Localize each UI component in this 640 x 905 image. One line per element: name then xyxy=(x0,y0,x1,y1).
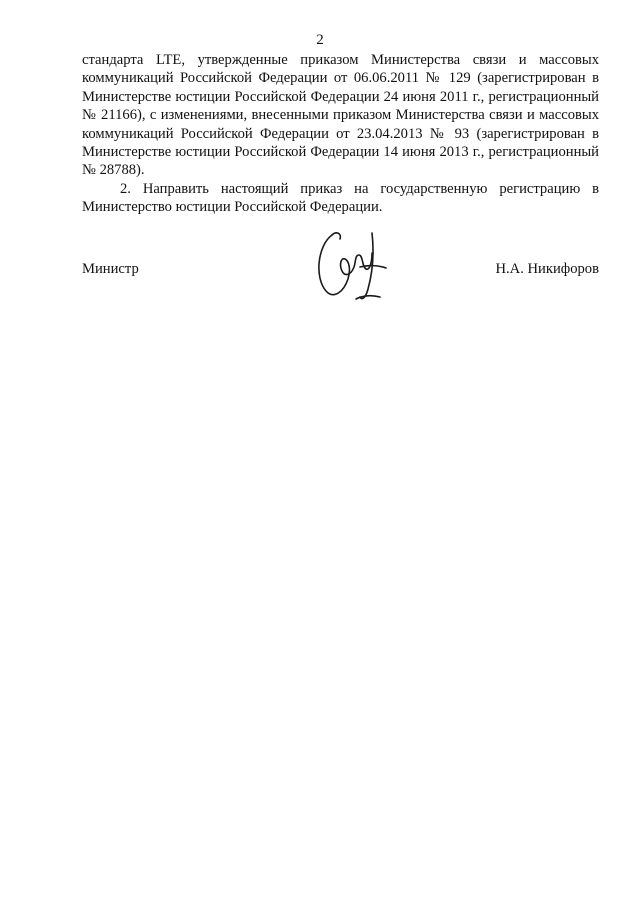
page-number: 2 xyxy=(316,32,324,48)
paragraph-item-2: 2. Направить настоящий приказ на государственную регистрацию в Министерство юстиции Российской Федерации. xyxy=(82,180,599,216)
handwritten-signature-icon xyxy=(310,225,400,307)
paragraph-continuation: стандарта LTE, утвержденные приказом Министерства связи и массовых коммуникаций Российской Федерации от 06.06.2011 № 129 (зарегистрирован в Министерстве юстиции Российской Федерации 24 июня 2011 г., регистрационный № 21166), с изменениями, внесенными приказом Министерства связи и массовых коммуникаций Российской Федерации от 23.04.2013 № 93 (зарегистрирован в Министерстве юстиции Российской Федерации 14 июня 2013 г., регистрационный № 28788). xyxy=(82,52,599,179)
signer-name: Н.А. Никифоров xyxy=(495,261,599,277)
document-body xyxy=(82,51,599,217)
signature-block xyxy=(82,255,599,315)
signer-title: Министр xyxy=(82,261,139,277)
